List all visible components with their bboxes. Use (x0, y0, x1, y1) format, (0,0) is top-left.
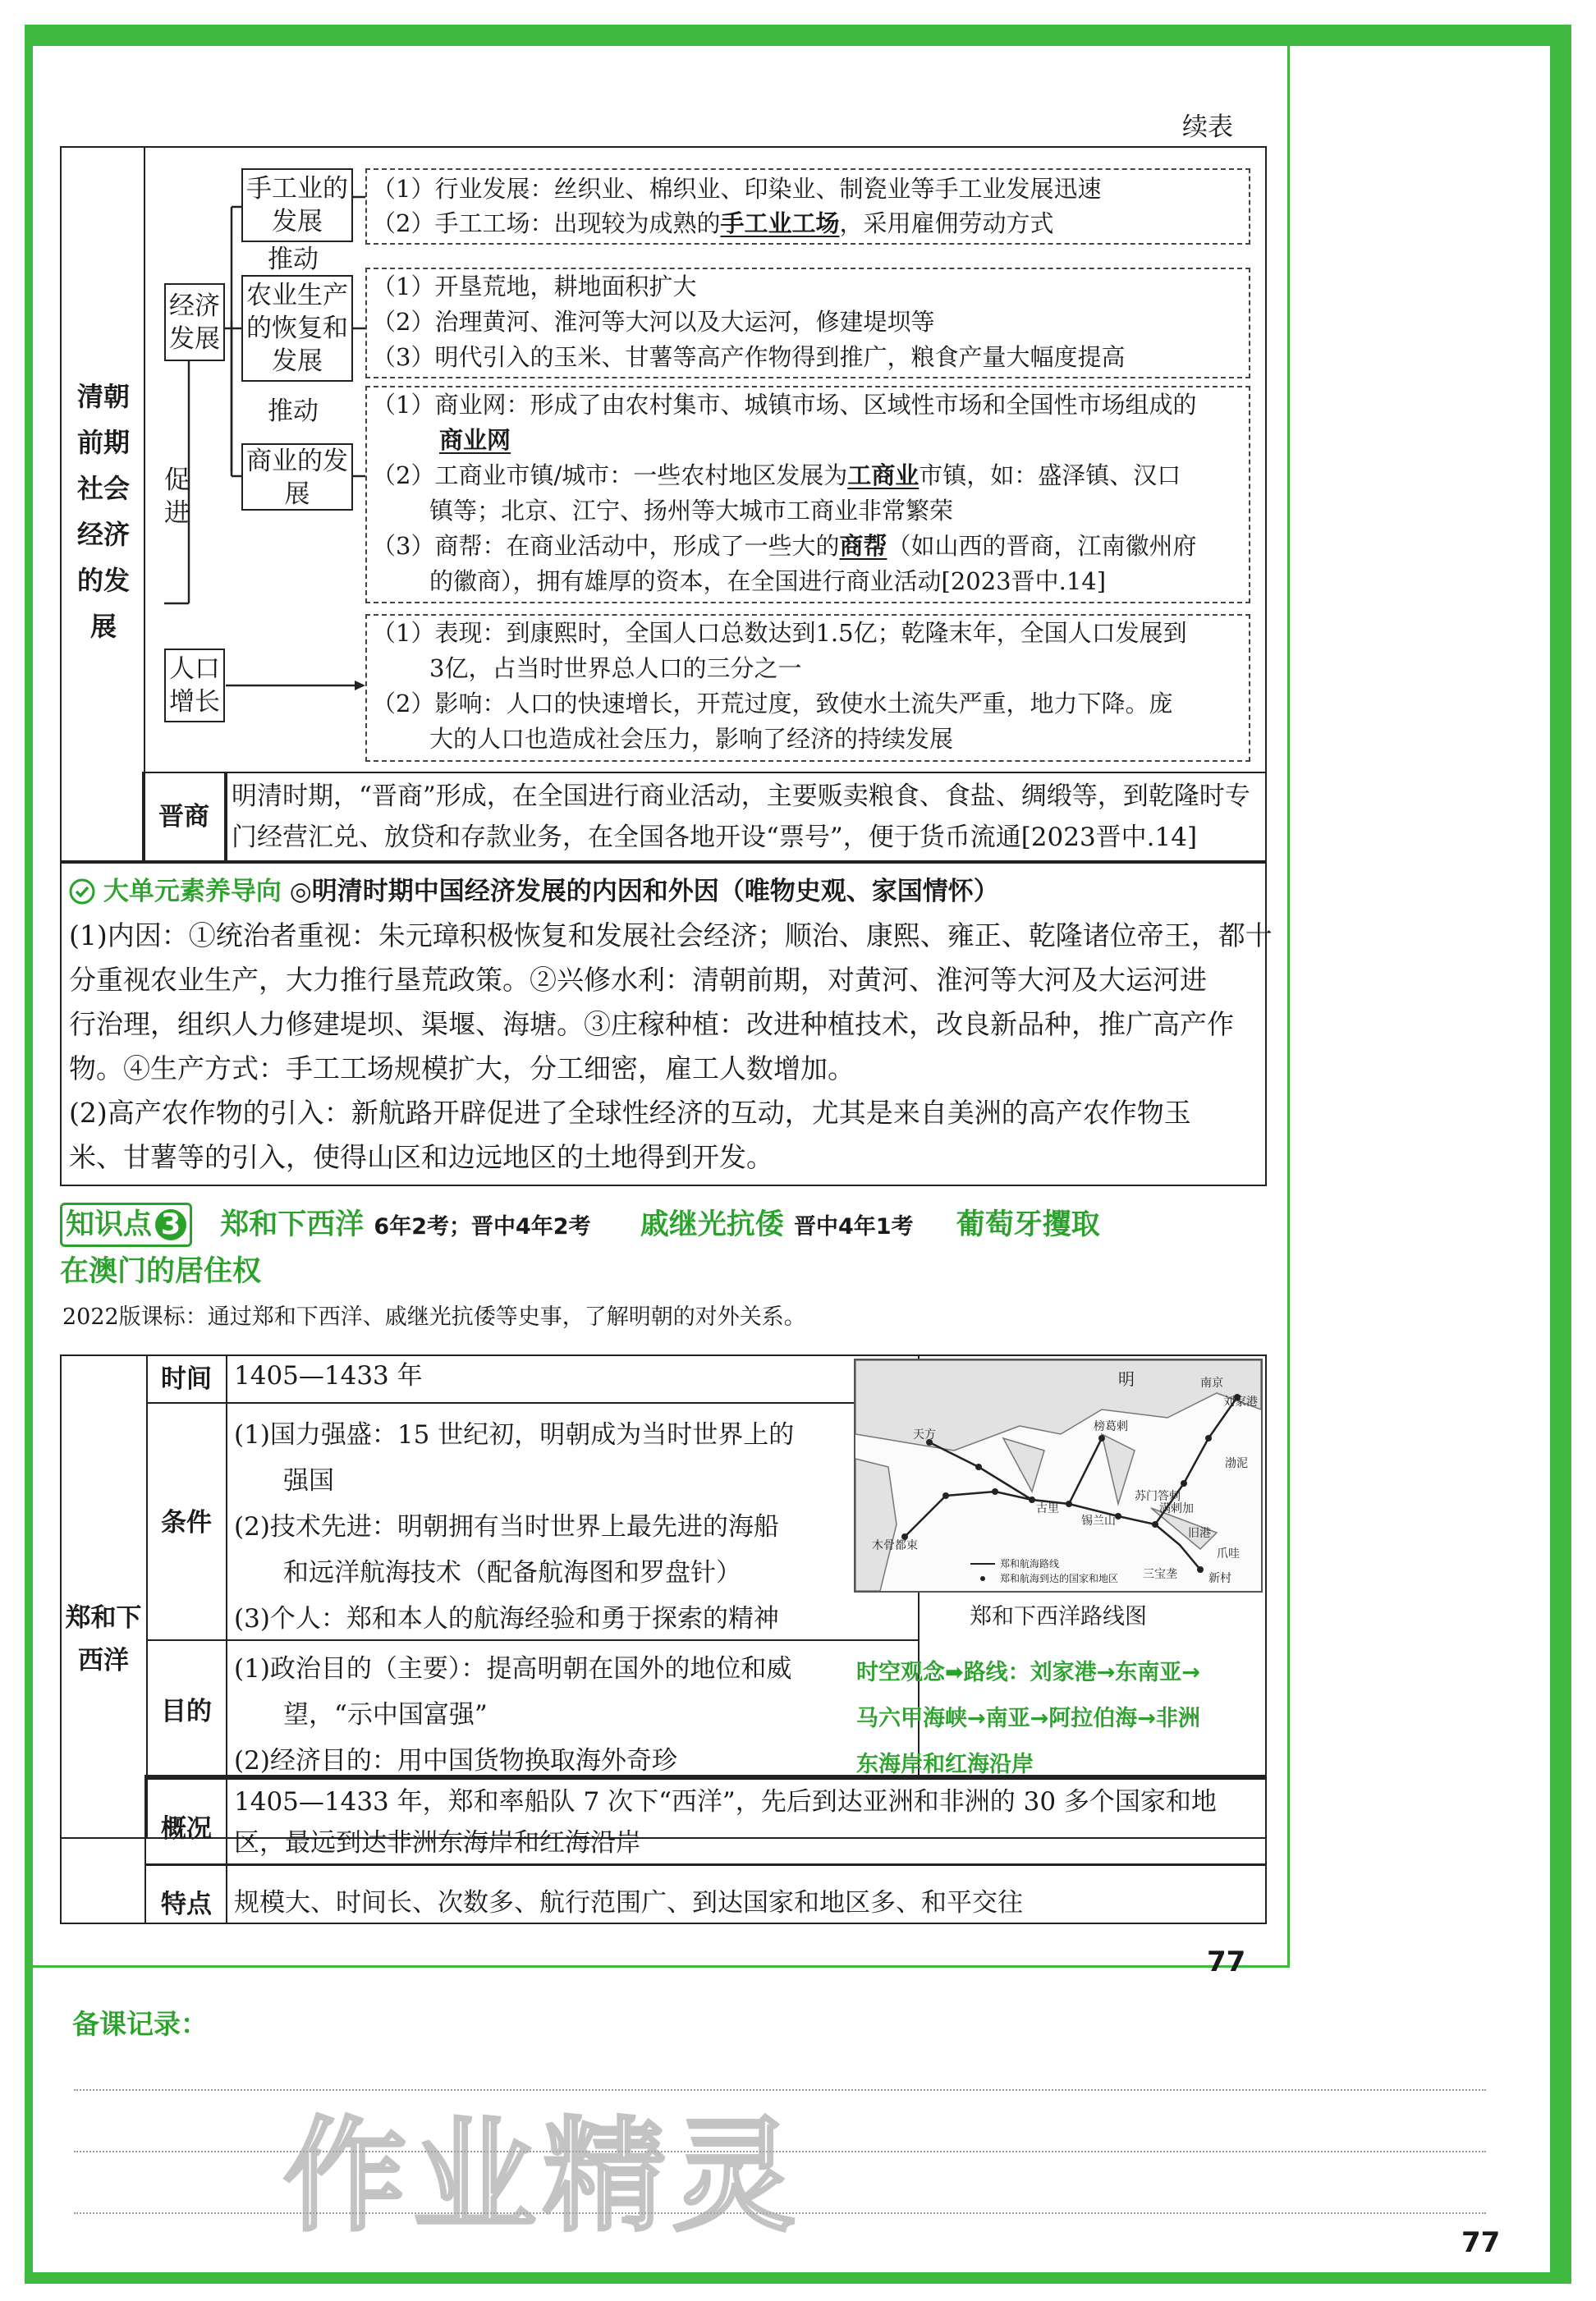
population-box (164, 649, 225, 722)
zhenghe-row-label: 郑和下西洋 (65, 1603, 142, 1675)
guide-line: (1)内因：①统治者重视：朱元璋积极恢复和发展社会经济；顺治、康熙、雍正、乾隆诸位帝王，都十 (69, 919, 1273, 951)
condition-list (234, 1412, 858, 1642)
jinshang-label: 晋商 (158, 802, 209, 832)
time-value: 1405—1433 年 (234, 1361, 423, 1391)
topic-zhenghe: 郑和下西洋 (220, 1208, 365, 1241)
map-label-liujiagang: 刘家港 (1223, 1396, 1258, 1409)
exam-stats-1: 6年2考；晋中4年2考 (374, 1214, 591, 1240)
purpose-line: (1)政治目的（主要）：提高明朝在国外的地位和威 (234, 1654, 792, 1684)
knowledge-number: 3 (155, 1209, 186, 1240)
curriculum-standard: 2022版课标：通过郑和下西洋、戚继光抗倭等史事，了解明朝的对外关系。 (62, 1304, 806, 1330)
push-label-1: 推动 (268, 245, 319, 274)
commerce-label: 商业的发展 (246, 447, 348, 509)
condition-line: (3)个人：郑和本人的航海经验和勇于探索的精神 (234, 1604, 779, 1634)
overview-text (234, 1781, 1264, 1863)
commerce-detail-box (365, 386, 1250, 603)
purpose-label: 目的 (161, 1697, 212, 1726)
guide-body (69, 914, 1273, 1180)
handicraft-box (241, 168, 353, 242)
population-line-1: （1）表现：到康熙时，全国人口总数达到1.5亿；乾隆末年，全国人口发展到 (372, 619, 1187, 647)
topic-portugal: 葡萄牙攫取 (956, 1208, 1100, 1241)
population-label: 人口增长 (169, 654, 220, 717)
watermark: 作业精灵 (283, 2106, 803, 2248)
map-label-jiugang: 旧港 (1188, 1527, 1211, 1540)
overview-line: 1405—1433 年，郑和率船队 7 次下“西洋”，先后到达亚洲和非洲的 30 多个国家和地 (234, 1787, 1217, 1817)
map-label-xilanshan: 锡兰山 (1081, 1515, 1116, 1528)
condition-line: 和远洋航海技术（配备航海图和罗盘针） (283, 1558, 741, 1588)
handicraft-line-2: （2）手工工场：出现较为成熟的手工业工场，采用雇佣劳动方式 (372, 209, 1054, 237)
condition-line: (1)国力强盛：15 世纪初，明朝成为当时世界上的 (234, 1420, 795, 1450)
map-label-xincun: 新村 (1208, 1572, 1231, 1585)
guide-line: 行治理，组织人力修建堤坝、渠堰、海塘。③庄稼种植：改进种植技术，改良新品种，推广高产作 (69, 1008, 1234, 1040)
map-label-manlajia: 满剌加 (1159, 1502, 1194, 1515)
guide-header (69, 874, 999, 909)
commerce-line-2b: 镇等；北京、江宁、扬州等大城市工商业非常繁荣 (429, 497, 954, 525)
guide-title: 大单元素养导向 (103, 877, 282, 906)
page-number-inner: 77 (1207, 1946, 1246, 1978)
guide-line: 物。④生产方式：手工工场规模扩大，分工细密，雇工人数增加。 (69, 1052, 855, 1084)
agriculture-detail-box (365, 268, 1250, 378)
qing-row-label: 清朝前期社会经济的发展 (76, 381, 130, 642)
handicraft-keyword: 手工业工场 (720, 209, 840, 237)
push-label-2: 推动 (268, 396, 319, 426)
condition-line: (2)技术先进：明朝拥有当时世界上最先进的海船 (234, 1512, 779, 1542)
purpose-line: 望，“示中国富强” (283, 1700, 488, 1730)
map-legend (970, 1557, 1118, 1584)
guide-subtitle: ◎明清时期中国经济发展的内因和外因（唯物史观、家国情怀） (289, 877, 999, 906)
overview-label: 概况 (161, 1814, 212, 1844)
promote-label: 促进 (164, 465, 190, 528)
guide-line: (2)高产农作物的引入：新航路开辟促进了全球性经济的互动，尤其是来自美洲的高产农作物玉 (69, 1097, 1191, 1129)
commerce-box (241, 443, 353, 511)
route-line: 时空观念➡路线：刘家港→东南亚→ (856, 1660, 1200, 1685)
agriculture-line-1: （1）开垦荒地，耕地面积扩大 (372, 273, 697, 300)
agriculture-box (241, 275, 353, 382)
feature-label: 特点 (161, 1890, 212, 1919)
jinshang-text (232, 776, 1266, 858)
commerce-line-2: （2）工商业市镇/城市：一些农村地区发展为工商业市镇，如：盛泽镇、汉口 (372, 461, 1181, 489)
purpose-line: (2)经济目的：用中国货物换取海外奇珍 (234, 1746, 677, 1776)
route-line: 马六甲海峡→南亚→阿拉伯海→非洲 (856, 1706, 1200, 1731)
map-label-ming: 明 (1118, 1369, 1135, 1389)
voyage-map (854, 1359, 1263, 1593)
overview-line: 区，最远到达非洲东海岸和红海沿岸 (234, 1828, 641, 1858)
map-label-zhaowa: 爪哇 (1217, 1547, 1240, 1561)
topic-qijiguang: 戚继光抗倭 (640, 1208, 784, 1241)
commerce-line-1b: 商业网 (439, 426, 511, 454)
econ-development-box (164, 283, 225, 361)
route-note (856, 1650, 1267, 1788)
purpose-list (234, 1646, 858, 1784)
feature-value: 规模大、时间长、次数多、航行范围广、到达国家和地区多、和平交往 (234, 1888, 1023, 1918)
commerce-line-3: （3）商帮：在商业活动中，形成了一些大的商帮（如山西的晋商，江南徽州府 (372, 532, 1197, 560)
time-label: 时间 (161, 1364, 212, 1394)
map-label-boni: 渤泥 (1225, 1457, 1248, 1470)
map-label-guli: 古里 (1036, 1502, 1059, 1515)
population-line-2b: 大的人口也造成社会压力，影响了经济的持续发展 (429, 725, 954, 753)
population-detail-box (365, 614, 1250, 762)
commerce-line-3b: 的徽商），拥有雄厚的资本，在全国进行商业活动[2023晋中.14] (429, 567, 1107, 595)
voyage-map-drawing (855, 1360, 1261, 1591)
map-label-tianfang: 天方 (913, 1428, 936, 1442)
agriculture-line-2: （2）治理黄河、淮河等大河以及大运河，修建堤坝等 (372, 308, 935, 336)
page-number-outer: 77 (1461, 2226, 1501, 2259)
guide-line: 米、甘薯等的引入，使得山区和边远地区的土地得到开发。 (69, 1141, 773, 1173)
notes-title: 备课记录： (72, 2008, 208, 2040)
jinshang-line-2: 门经营汇兑、放贷和存款业务，在全国各地开设“票号”，便于货币流通[2023晋中.14] (232, 823, 1198, 852)
topic-portugal-cont: 在澳门的居住权 (60, 1255, 262, 1288)
map-legend-places: 郑和航海到达的国家和地区 (1000, 1573, 1119, 1584)
map-label-banggela: 榜葛剌 (1094, 1420, 1128, 1433)
knowledge-tag: 知识点 3 (60, 1203, 192, 1247)
jinshang-line-1: 明清时期，“晋商”形成，在全国进行商业活动，主要贩卖粮食、食盐、绸缎等，到乾隆时专 (232, 782, 1250, 811)
check-circle-icon (69, 878, 95, 905)
condition-line: 强国 (283, 1466, 334, 1496)
continued-label: 续表 (1182, 112, 1233, 142)
map-caption: 郑和下西洋路线图 (970, 1604, 1147, 1629)
guide-line: 分重视农业生产，大力推行垦荒政策。②兴修水利：清朝前期，对黄河、淮河等大河及大运河进 (69, 964, 1207, 996)
map-label-nanjing: 南京 (1200, 1377, 1223, 1390)
route-line: 东海岸和红海沿岸 (856, 1752, 1034, 1777)
exam-stats-2: 晋中4年1考 (793, 1214, 914, 1240)
map-legend-route: 郑和航海路线 (1000, 1558, 1060, 1570)
handicraft-detail-box (365, 168, 1250, 245)
knowledge-header (60, 1203, 1100, 1247)
map-label-sanbaolong: 三宝垄 (1143, 1568, 1177, 1581)
population-line-2: （2）影响：人口的快速增长，开荒过度，致使水土流失严重，地力下降。庞 (372, 690, 1173, 717)
handicraft-label: 手工业的发展 (246, 174, 348, 236)
condition-label: 条件 (161, 1508, 212, 1538)
agriculture-line-3: （3）明代引入的玉米、甘薯等高产作物得到推广，粮食产量大幅度提高 (372, 343, 1126, 371)
commerce-line-1: （1）商业网：形成了由农村集市、城镇市场、区域性市场和全国性市场组成的 (372, 391, 1197, 419)
handicraft-line-1: （1）行业发展：丝织业、棉织业、印染业、制瓷业等手工业发展迅速 (372, 175, 1102, 203)
agriculture-label: 农业生产的恢复和发展 (246, 281, 348, 376)
map-label-mugudushu: 木骨都束 (872, 1539, 918, 1552)
econ-label: 经济发展 (169, 291, 220, 354)
map-label-sumendala: 苏门答剌 (1135, 1490, 1181, 1503)
population-line-1b: 3亿，占当时世界总人口的三分之一 (429, 654, 802, 682)
